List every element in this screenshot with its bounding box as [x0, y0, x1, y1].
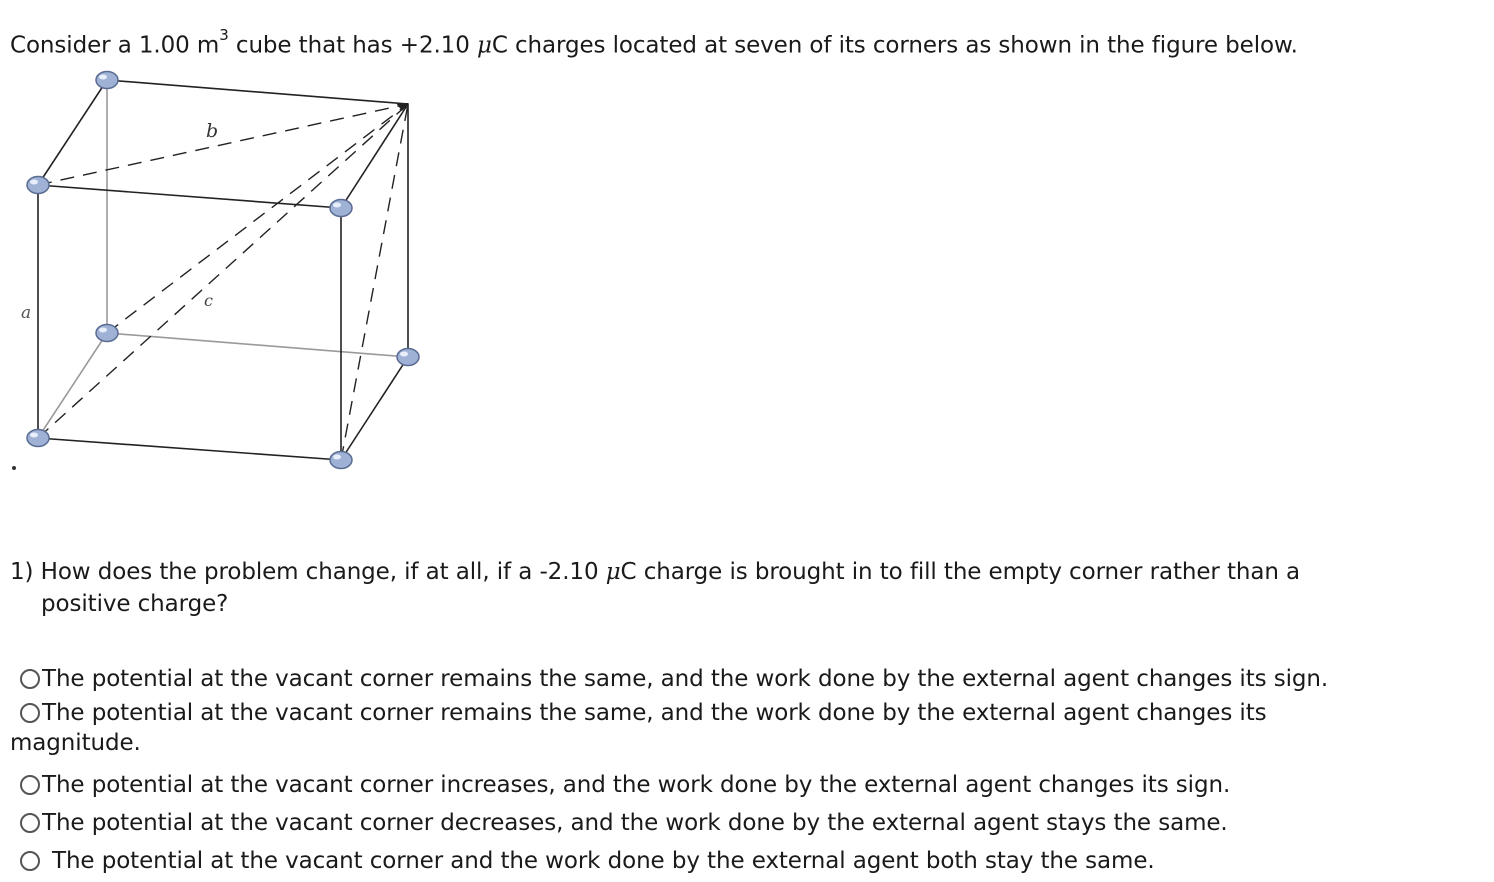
- question-mu: μ: [605, 559, 621, 585]
- question-line-2: positive charge?: [41, 591, 229, 617]
- intro-suffix: C charges located at seven of its corners as shown in the figure below.: [491, 32, 1298, 59]
- intro-prefix: Consider a 1.00 m: [10, 32, 220, 59]
- question-line-1: [10, 556, 1430, 588]
- radio-button[interactable]: [20, 669, 40, 689]
- charges: [27, 72, 419, 469]
- charge: [96, 325, 118, 342]
- charge: [96, 72, 118, 89]
- charge: [27, 430, 49, 447]
- radio-button[interactable]: [20, 775, 40, 795]
- hidden-edges: [38, 80, 408, 438]
- answer-option-2[interactable]: [10, 698, 1340, 758]
- visible-edges: [38, 80, 408, 460]
- label-c: c: [204, 291, 213, 310]
- question-text-a: How does the problem change, if at all, if a -2.10: [33, 559, 606, 585]
- answer-option-label: The potential at the vacant corner decreases, and the work done by the external agent stays the same.: [42, 810, 1228, 836]
- intro-superscript: 3: [219, 26, 229, 44]
- answer-option-5[interactable]: [10, 842, 1155, 880]
- charge: [330, 452, 352, 469]
- answer-option-3[interactable]: [10, 766, 1230, 804]
- charge: [27, 177, 49, 194]
- problem-statement: [10, 22, 1298, 63]
- label-a: a: [21, 303, 32, 323]
- stray-dot: [12, 466, 16, 470]
- radio-button[interactable]: [20, 851, 40, 871]
- charge: [330, 200, 352, 217]
- answer-option-label: The potential at the vacant corner remains the same, and the work done by the external agent changes its sign.: [42, 666, 1329, 692]
- question-text-b: C charge is brought in to fill the empty corner rather than a: [620, 559, 1301, 585]
- intro-mu: μ: [476, 32, 492, 59]
- intro-middle: cube that has +2.10: [228, 32, 477, 59]
- question-number: 1): [10, 559, 34, 585]
- question-1: [10, 556, 1430, 620]
- answer-option-1[interactable]: [10, 660, 1328, 698]
- answer-option-label: The potential at the vacant corner remains the same, and the work done by the external agent changes its magnitude.: [10, 700, 1267, 756]
- dashed-diagonals: [38, 104, 408, 460]
- answer-option-4[interactable]: [10, 804, 1228, 842]
- radio-button[interactable]: [20, 813, 40, 833]
- answer-option-label: The potential at the vacant corner increases, and the work done by the external agent changes its sign.: [42, 772, 1231, 798]
- cube-figure: [0, 60, 440, 480]
- charge: [397, 349, 419, 366]
- radio-button[interactable]: [20, 703, 40, 723]
- answer-option-label: The potential at the vacant corner and the work done by the external agent both stay the same.: [52, 848, 1155, 874]
- label-b: b: [206, 120, 219, 142]
